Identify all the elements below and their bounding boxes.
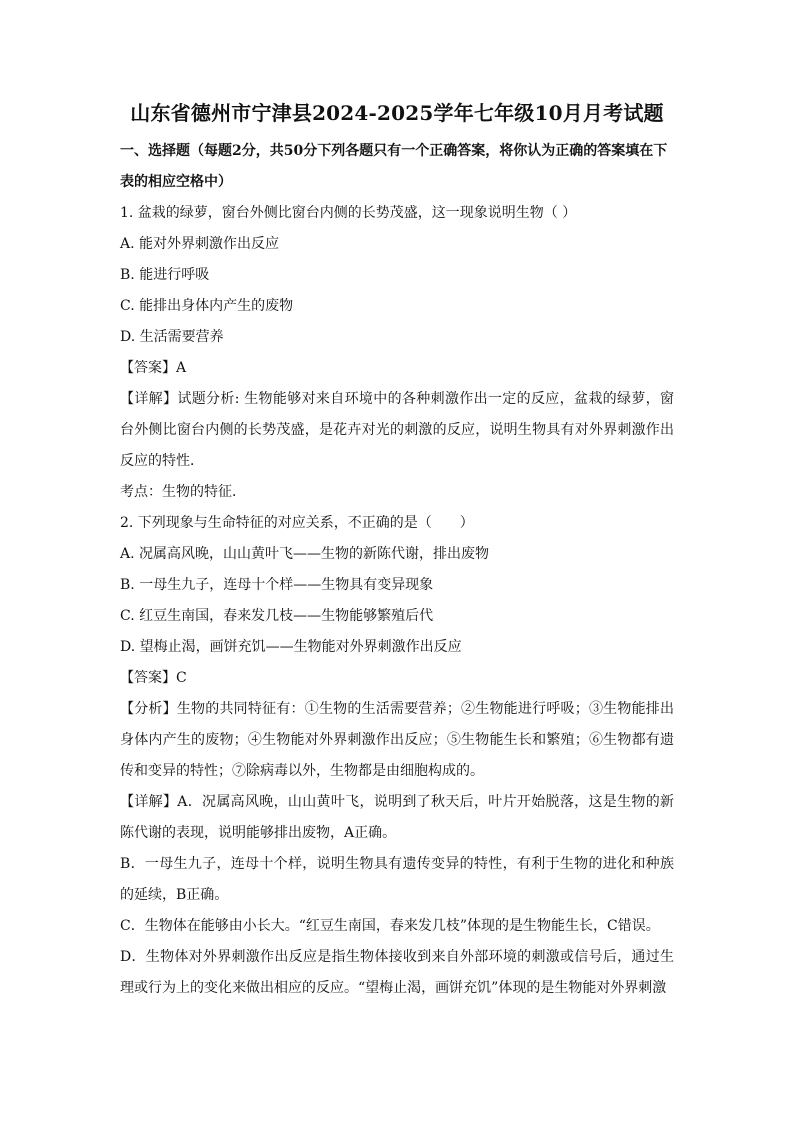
page-title: 山东省德州市宁津县2024-2025学年七年级10月月考试题 <box>130 101 664 125</box>
question-2-detail-c: C．生物体在能够由小长大。“红豆生南国，春来发几枝”体现的是生物能生长，C错误。 <box>120 918 660 934</box>
question-2-answer <box>120 663 674 694</box>
question-2-option-a: A. 况属高风晚，山山黄叶飞——生物的新陈代谢，排出废物 <box>120 546 490 562</box>
question-1-option-c: C. 能排出身体内产生的废物 <box>120 298 294 314</box>
analysis-tag: 【分析】 <box>120 701 177 717</box>
question-1-detail <box>120 384 674 477</box>
detail-text: 试题分析: 生物能够对来自环境中的各种刺激作出一定的反应，盆栽的绿萝，窗台外侧比窗台内侧的长势茂盛，是花卉对光的刺激的反应，说明生物具有对外界刺激作出反应的特性． <box>120 391 675 469</box>
question-1-option-a: A. 能对外界刺激作出反应 <box>120 236 280 252</box>
question-2-stem: 2. 下列现象与生命特征的对应关系，不正确的是（ ） <box>120 515 474 531</box>
answer-value: A <box>176 360 187 376</box>
question-2-detail-a <box>120 787 674 849</box>
detail-tag: 【详解】 <box>120 794 178 810</box>
answer-value: C <box>176 670 187 686</box>
question-2-option-b: B. 一母生九子，连母十个样——生物具有变异现象 <box>120 577 434 593</box>
question-2-option-d: D. 望梅止渴，画饼充饥——生物能对外界刺激作出反应 <box>120 639 462 655</box>
question-1-stem: 1. 盆栽的绿萝，窗台外侧比窗台内侧的长势茂盛，这一现象说明生物（ ） <box>120 205 577 221</box>
question-2-detail-d: D．生物体对外界刺激作出反应是指生物体接收到来自外部环境的刺激或信号后，通过生理或行为上的变化来做出相应的反应。“望梅止渴，画饼充饥”体现的是生物能对外界刺激 <box>120 949 674 996</box>
analysis-text: 生物的共同特征有：①生物的生活需要营养；②生物能进行呼吸；③生物能排出身体内产生的废物；④生物能对外界刺激作出反应；⑤生物能生长和繁殖；⑥生物都有遗传和变异的特性；⑦除病毒以外，生物都是由细胞构成的。 <box>120 701 674 779</box>
question-1-answer <box>120 353 674 384</box>
section-heading: 一、选择题（每题2分，共50分下列各题只有一个正确答案，将你认为正确的答案填在下表的相应空格中） <box>120 143 668 190</box>
question-2-detail-b: B．一母生九子，连母十个样，说明生物具有遗传变异的特性，有利于生物的进化和种族的延续，B正确。 <box>120 856 674 903</box>
detail-tag: 【详解】 <box>120 391 178 407</box>
question-2-option-c: C. 红豆生南国，春来发几枝——生物能够繁殖后代 <box>120 608 434 624</box>
question-1-option-b: B. 能进行呼吸 <box>120 267 210 283</box>
detail-text: A．况属高风晚，山山黄叶飞，说明到了秋天后，叶片开始脱落，这是生物的新陈代谢的表现，说明能够排出废物，A正确。 <box>120 794 675 841</box>
question-1-point: 考点：生物的特征． <box>120 484 246 500</box>
question-1-option-d: D. 生活需要营养 <box>120 329 224 345</box>
answer-tag: 【答案】 <box>120 360 176 376</box>
question-2-analysis <box>120 694 674 787</box>
answer-tag: 【答案】 <box>120 670 176 686</box>
